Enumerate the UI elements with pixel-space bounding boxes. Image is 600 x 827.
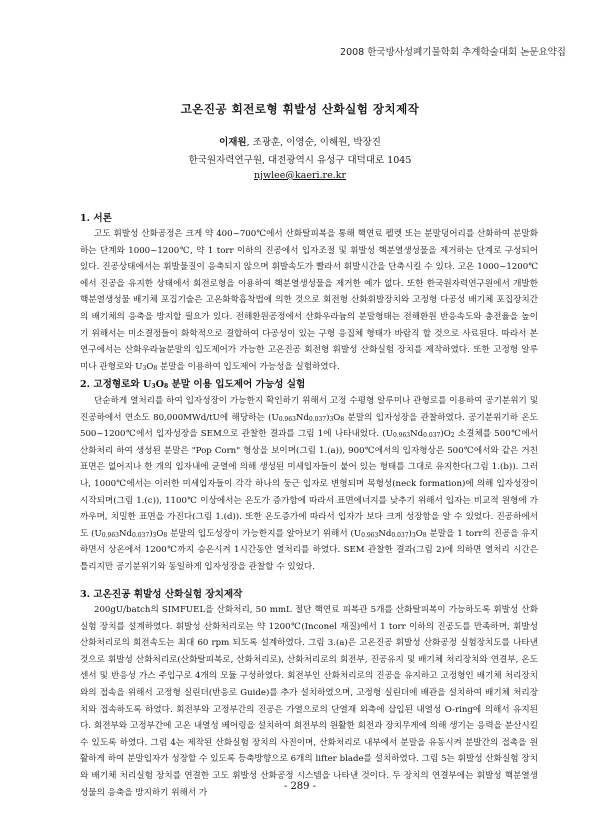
section-1-heading: 1. 서론	[80, 213, 112, 224]
section-2-heading: 2. 고정형로와 $U_3O_8$ 분말 이용 입도제어 가능성 실험	[80, 379, 306, 390]
section-2-paragraph: 단순하게 열처리를 하여 입자성장이 가능한지 확인하기 위해서 고정 수평형 알루미나 관형로를 이용하여 공기분위기 및 진공하에서 연소도 80,000MWd/tU에 해당하는 $(U_{0.963}Nd_{0.037})_3O_8$ 분말의 입자성장을 관찰하였다. 공기분위기하 온도 500~1200℃에서 입자성장을 SEM으로 관찰한 결과를 그림 1에 나타내었다. $(U_{0.963}Nd_{0.037})O_2$ 소결체를 500℃에서 산화처리 하여 생성된 분말은 "Pop Corn" 형상을 보이며(그림 1.(a)), 900℃에서의 입자형상은 500℃에서와 같은 거친 표면은 없어지나 한 개의 입자내에 균열에 의해 생성된 미세입자들이 붙어 있는 형태를 그대로 유지한다(그림 1.(b)). 그러나, 1000℃에서는 이러한 미세입자들이 각각 하나의 둥근 입자로 변형되며 목형성(neck formation)에 의해 입자성장이 시작되며(그림 1.(c)), 1100℃ 이상에서는 온도가 증가함에 따라서 표면에너지를 낮추기 위해서 입자는 비교적 원형에 가까우며, 치밀한 표면을 가진다(그림 1.(d)). 또한 온도증가에 따라서 입자가 보다 크게 성장함을 알 수 있었다. 진공하에서도 $(U_{0.963}Nd_{0.037})_3O_8$ 분말의 입도성장이 가능한지를 알아보기 위해서 $(U_{0.963}Nd_{0.037})_3O_8$ 분말을 1 torr의 진공을 유지하면서 상온에서 1200℃까지 승온시켜 1시간동안 열처리를 하였다. SEM 관찰한 결과(그림 2)에 의하면 열처리 시간은 틀리지만 공기분위기와 동일하게 입자성장을 관찰할 수 있었다.	[80, 396, 538, 572]
section-3-paragraph: 200gU/batch의 SIMFUEL을 산화처리, 50 mmL 절단 핵연료 피복관 5개를 산화탈피복이 가능하도록 휘발성 산화실험 장치를 설계하였다. 휘발성 산화처리로는 약 1200℃(Inconel 재질)에서 1 torr 이하의 진공도를 만족하며, 휘발성 산화처리로의 회전속도는 최대 60 rpm 되도록 설계하였다. 그림 3.(a)은 고온진공 휘발성 산화공정 실험장치도를 나타낸 것으로 휘발성 산화처리로(산화탈피복로, 산화처리로), 산화처리로의 회전부, 진공유지 및 배기체 처리장치와 연결부, 온도센서 및 반응성 가스 주입구로 4개의 모듈 구성하였다. 회전부인 산화처리로의 진공을 유지하고 고정형인 배기체 처리장치와의 접속을 위해서 고정형 실린더(반응로 Guide)를 추가 설치하였으며, 고정형 실린더에 배관을 설치하여 배기체 처리장치와 접속하도록 하였다. 회전부와 고정부간의 진공은 가열으로의 단열재 외측에 삽입된 내열성 O-ring에 의해서 유지된다. 회전부와 고정부간에 고온 내열성 베어링을 설치하여 회전부의 원활한 회전과 장치무게에 의해 생기는 응력을 분산시킬 수 있도록 하였다. 그림 4는 제작된 산화실험 장치의 사진이며, 산화처리로 내부에서 분말을 유동시켜 분발간의 접촉을 원활하게 하여 분말입자가 성장할 수 있도록 등축방향으로 6개의 lifter blade를 설치하였다. 그림 5는 휘발성 산화실험 장치와 배기체 처리실험 장치를 연결한 고도 휘발성 산화공정 시스템을 나타낸 것이다. 두 장치의 연결부에는 휘발성 핵분열생성물의 응축을 방지하기 위해서 가	[80, 605, 538, 798]
page-number: - 289 -	[283, 781, 317, 792]
affiliation: 한국원자력연구원, 대전광역시 유성구 대덕대로 1045	[188, 155, 412, 166]
co-authors: , 조광훈, 이영순, 이해원, 박장진	[246, 137, 381, 148]
section-1-paragraph: 고도 휘발성 산화공정은 크게 약 400~700℃에서 산화탈피복을 통해 핵연료 펠렛 또는 분말덩어리를 산화하여 분말화 하는 단계와 1000~1200℃, 약 1 torr 이하의 진공에서 입자조절 및 휘발성 핵분열생성물을 제거하는 단계로 구성되어 있다. 진공상태에서는 휘발물질이 응축되지 않으며 휘발속도가 빨라서 휘발시간을 단축시킬 수 있다. 고온 1000~1200℃에서 진공을 유지한 상태에서 회전로형을 이용하여 핵분열생성물을 제거한 예가 없다. 또한 한국원자력연구원에서 개발한 핵분열생성물 배기체 포집기술은 고온화학흡착법에 의한 것으로 회전형 산화휘발장치와 고정형 다공성 배기체 포집장치간의 배기체의 응축을 방지할 필요가 있다. 전해환원공정에서 산화우라늄의 분말형태는 전해환원 반응속도와 충전율을 높이기 위해서는 미소결정들이 화학적으로 결합하여 다공성이 있는 구형 응집체 형태가 바람직 할 것으로 사료된다. 따라서 본 연구에서는 산화우라늄분말의 입도제어가 가능한 고온진공 회전형 휘발성 산화실험 장치를 제작하였다. 또한 고정형 알루미나 관형로와 $U_3O_8$ 분말을 이용하여 입도제어 가능성을 실험하였다.	[80, 229, 538, 372]
running-head: 2008 한국방사성폐기물학회 추계학술대회 논문요약집	[340, 47, 566, 58]
paper-title: 고온진공 회전로형 휘발성 산화실험 장치제작	[180, 102, 420, 116]
section-3-heading: 3. 고온진공 휘발성 산화실험 장치제작	[80, 589, 243, 600]
presenting-author: 이재원	[219, 137, 247, 148]
author-email[interactable]: njwlee@kaeri.re.kr	[253, 170, 347, 181]
author-list	[0, 134, 600, 148]
